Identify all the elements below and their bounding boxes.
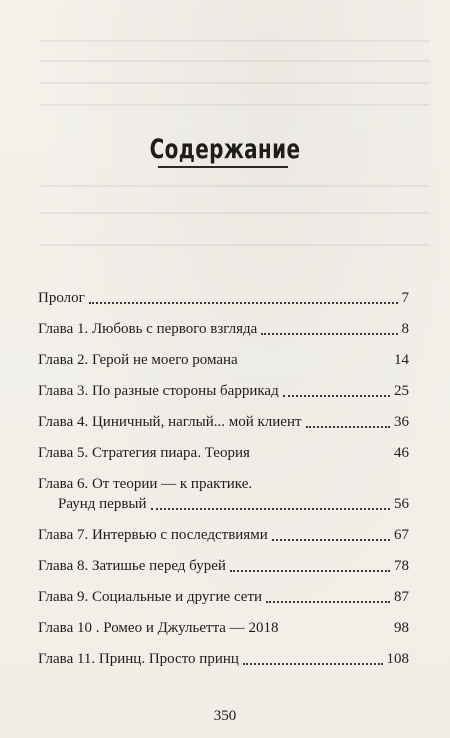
toc-entry[interactable]	[38, 412, 409, 432]
toc-entry[interactable]	[38, 649, 409, 669]
toc-entry[interactable]	[38, 618, 409, 638]
toc-entry[interactable]	[38, 556, 409, 576]
bleed-through-line	[40, 60, 430, 62]
toc-entry-page: 56	[394, 496, 409, 512]
toc-entry-page: 98	[394, 620, 409, 636]
toc-entry-page: 14	[394, 352, 409, 368]
toc-entry-page: 67	[394, 527, 409, 543]
toc-entry-title: Глава 9. Социальные и другие сети	[38, 589, 263, 605]
toc-entry-title: Глава 8. Затишье перед бурей	[38, 558, 226, 574]
dot-leader	[261, 333, 397, 335]
toc-entry[interactable]	[38, 350, 409, 370]
dot-leader	[89, 302, 398, 304]
toc-entry-title: Глава 11. Принц. Просто принц	[38, 651, 239, 667]
toc-entry-page: 36	[394, 414, 409, 430]
toc-entry[interactable]	[38, 525, 409, 545]
toc-entry-title: Глава 3. По разные стороны баррикад	[38, 383, 279, 399]
toc-entry-page: 25	[394, 383, 409, 399]
title-underline	[158, 166, 288, 168]
toc-entry[interactable]	[38, 587, 409, 607]
toc-entry[interactable]	[38, 443, 409, 463]
toc-entry-title: Пролог	[38, 290, 85, 306]
dot-leader	[230, 570, 390, 572]
bleed-through-line	[40, 212, 430, 214]
toc-entry-page: 87	[394, 589, 409, 605]
toc-entry-title: Глава 7. Интервью с последствиями	[38, 527, 268, 543]
table-of-contents	[38, 288, 409, 680]
bleed-through-line	[40, 104, 430, 106]
toc-entry[interactable]	[38, 319, 409, 339]
dot-leader	[151, 508, 390, 510]
toc-entry-title: Глава 6. От теории — к практике.	[38, 476, 253, 492]
toc-entry[interactable]	[38, 474, 409, 516]
bleed-through-line	[40, 185, 430, 187]
bleed-through-line	[40, 82, 430, 84]
page-title: Содержание	[149, 134, 301, 165]
toc-entry-page: 78	[394, 558, 409, 574]
bleed-through-line	[40, 40, 430, 42]
dot-leader	[243, 663, 383, 665]
toc-entry-page: 46	[394, 445, 409, 461]
toc-entry-page: 108	[386, 651, 409, 667]
toc-entry-page: 8	[401, 321, 409, 337]
bleed-through-line	[40, 244, 430, 246]
toc-entry-title: Глава 5. Стратегия пиара. Теория	[38, 445, 250, 461]
dot-leader	[306, 426, 390, 428]
toc-entry-title: Глава 4. Циничный, наглый... мой клиент	[38, 414, 302, 430]
dot-leader	[283, 395, 390, 397]
toc-entry-title: Глава 10 . Ромео и Джульетта — 2018	[38, 620, 279, 636]
page-number: 350	[213, 708, 237, 724]
dot-leader	[266, 601, 390, 603]
toc-entry-title: Глава 1. Любовь с первого взгляда	[38, 321, 258, 337]
toc-entry-title: Глава 2. Герой не моего романа	[38, 352, 238, 368]
dot-leader	[272, 539, 390, 541]
toc-entry[interactable]	[38, 381, 409, 401]
toc-entry[interactable]	[38, 288, 409, 308]
toc-entry-page: 7	[401, 290, 409, 306]
toc-entry-title-continuation: Раунд первый	[58, 496, 147, 512]
